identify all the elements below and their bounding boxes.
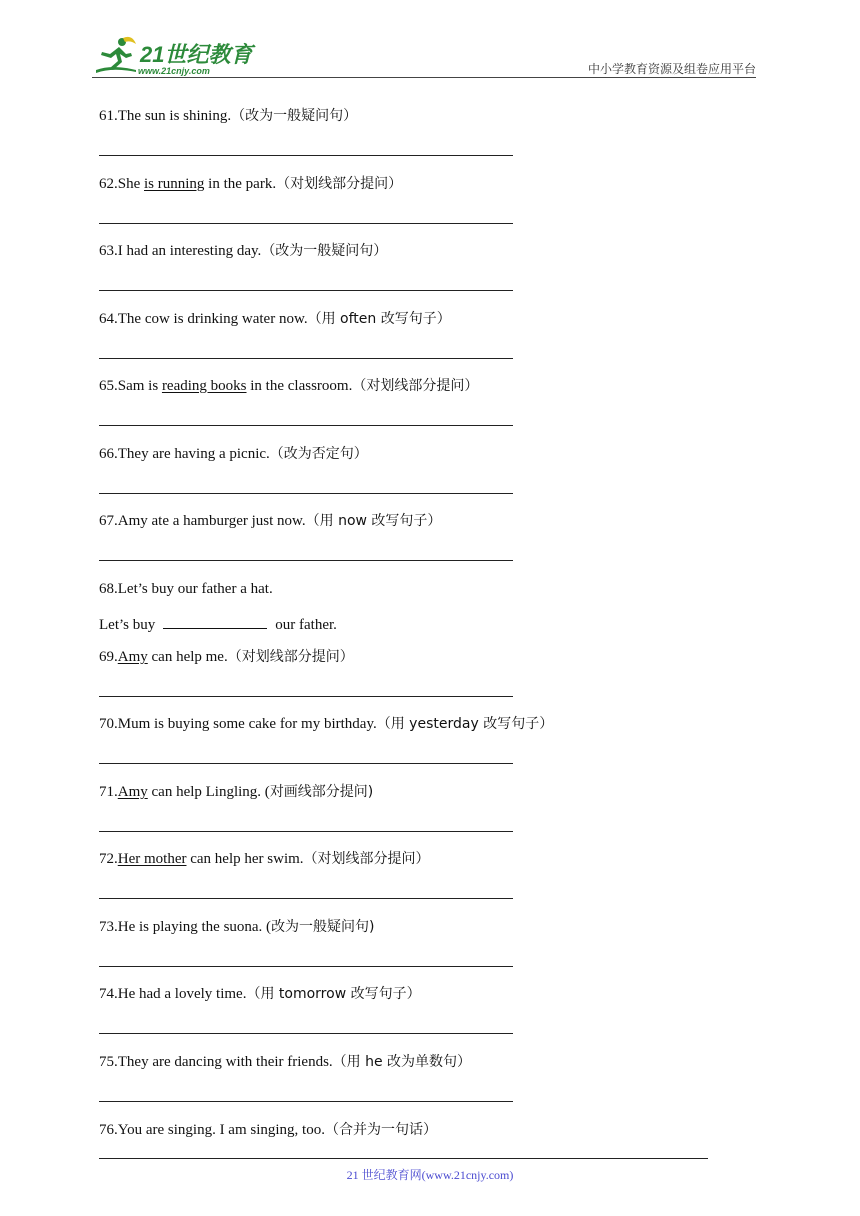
- answer-line-75[interactable]: [99, 1101, 513, 1102]
- answer-line-62[interactable]: [99, 223, 513, 224]
- question-76: 76.You are singing. I am singing, too.（合并为一句话）: [99, 1122, 437, 1138]
- question-65: 65.Sam is reading books in the classroom.（对划线部分提问）: [99, 378, 479, 394]
- logo-wordmark: 21世纪教育: [140, 42, 253, 67]
- question-75: 75.They are dancing with their friends.（用 he 改为单数句）: [99, 1054, 472, 1070]
- question-68-rewrite: Let’s buy our father.: [99, 614, 337, 634]
- answer-line-64[interactable]: [99, 358, 513, 359]
- underlined-phrase: is running: [144, 176, 205, 192]
- header-divider: [92, 77, 756, 78]
- answer-line-70[interactable]: [99, 763, 513, 764]
- underlined-phrase: Amy: [117, 649, 148, 665]
- answer-line-72[interactable]: [99, 898, 513, 899]
- underlined-phrase: Amy: [117, 784, 148, 800]
- answer-line-69[interactable]: [99, 696, 513, 697]
- logo-url: www.21cnjy.com: [138, 66, 210, 76]
- question-63: 63.I had an interesting day.（改为一般疑问句）: [99, 243, 388, 259]
- question-73: 73.He is playing the suona. (改为一般疑问句): [99, 919, 375, 935]
- underlined-phrase: Her mother: [117, 851, 187, 867]
- question-68: 68.Let’s buy our father a hat.: [99, 581, 273, 597]
- question-69: 69.Amy can help me.（对划线部分提问）: [99, 649, 354, 665]
- logo: [92, 36, 262, 78]
- question-61: 61.The sun is shining.（改为一般疑问句）: [99, 108, 358, 124]
- question-64: 64.The cow is drinking water now.（用 often 改写句子）: [99, 311, 451, 327]
- question-62: 62.She is running in the park.（对划线部分提问）: [99, 176, 403, 192]
- answer-line-61[interactable]: [99, 155, 513, 156]
- inline-blank[interactable]: [163, 614, 267, 629]
- question-72: 72.Her mother can help her swim.（对划线部分提问）: [99, 851, 430, 867]
- page-header: [92, 30, 756, 80]
- answer-line-67[interactable]: [99, 560, 513, 561]
- question-66: 66.They are having a picnic.（改为否定句）: [99, 446, 368, 462]
- platform-title: 中小学教育资源及组卷应用平台: [587, 62, 756, 76]
- answer-line-66[interactable]: [99, 493, 513, 494]
- question-70: 70.Mum is buying some cake for my birthday.（用 yesterday 改写句子）: [99, 716, 554, 732]
- footer-text[interactable]: 21 世纪教育网(www.21cnjy.com): [346, 1168, 514, 1182]
- answer-line-65[interactable]: [99, 425, 513, 426]
- answer-line-63[interactable]: [99, 290, 513, 291]
- question-67: 67.Amy ate a hamburger just now.（用 now 改写句子）: [99, 513, 442, 529]
- answer-line-73[interactable]: [99, 966, 513, 967]
- answer-line-71[interactable]: [99, 831, 513, 832]
- runner-logo-icon: [92, 36, 138, 76]
- question-71: 71.Amy can help Lingling. (对画线部分提问): [99, 784, 374, 800]
- question-74: 74.He had a lovely time.（用 tomorrow 改写句子）: [99, 986, 421, 1002]
- footer-divider: [99, 1158, 708, 1159]
- underlined-phrase: reading books: [161, 378, 247, 394]
- answer-line-74[interactable]: [99, 1033, 513, 1034]
